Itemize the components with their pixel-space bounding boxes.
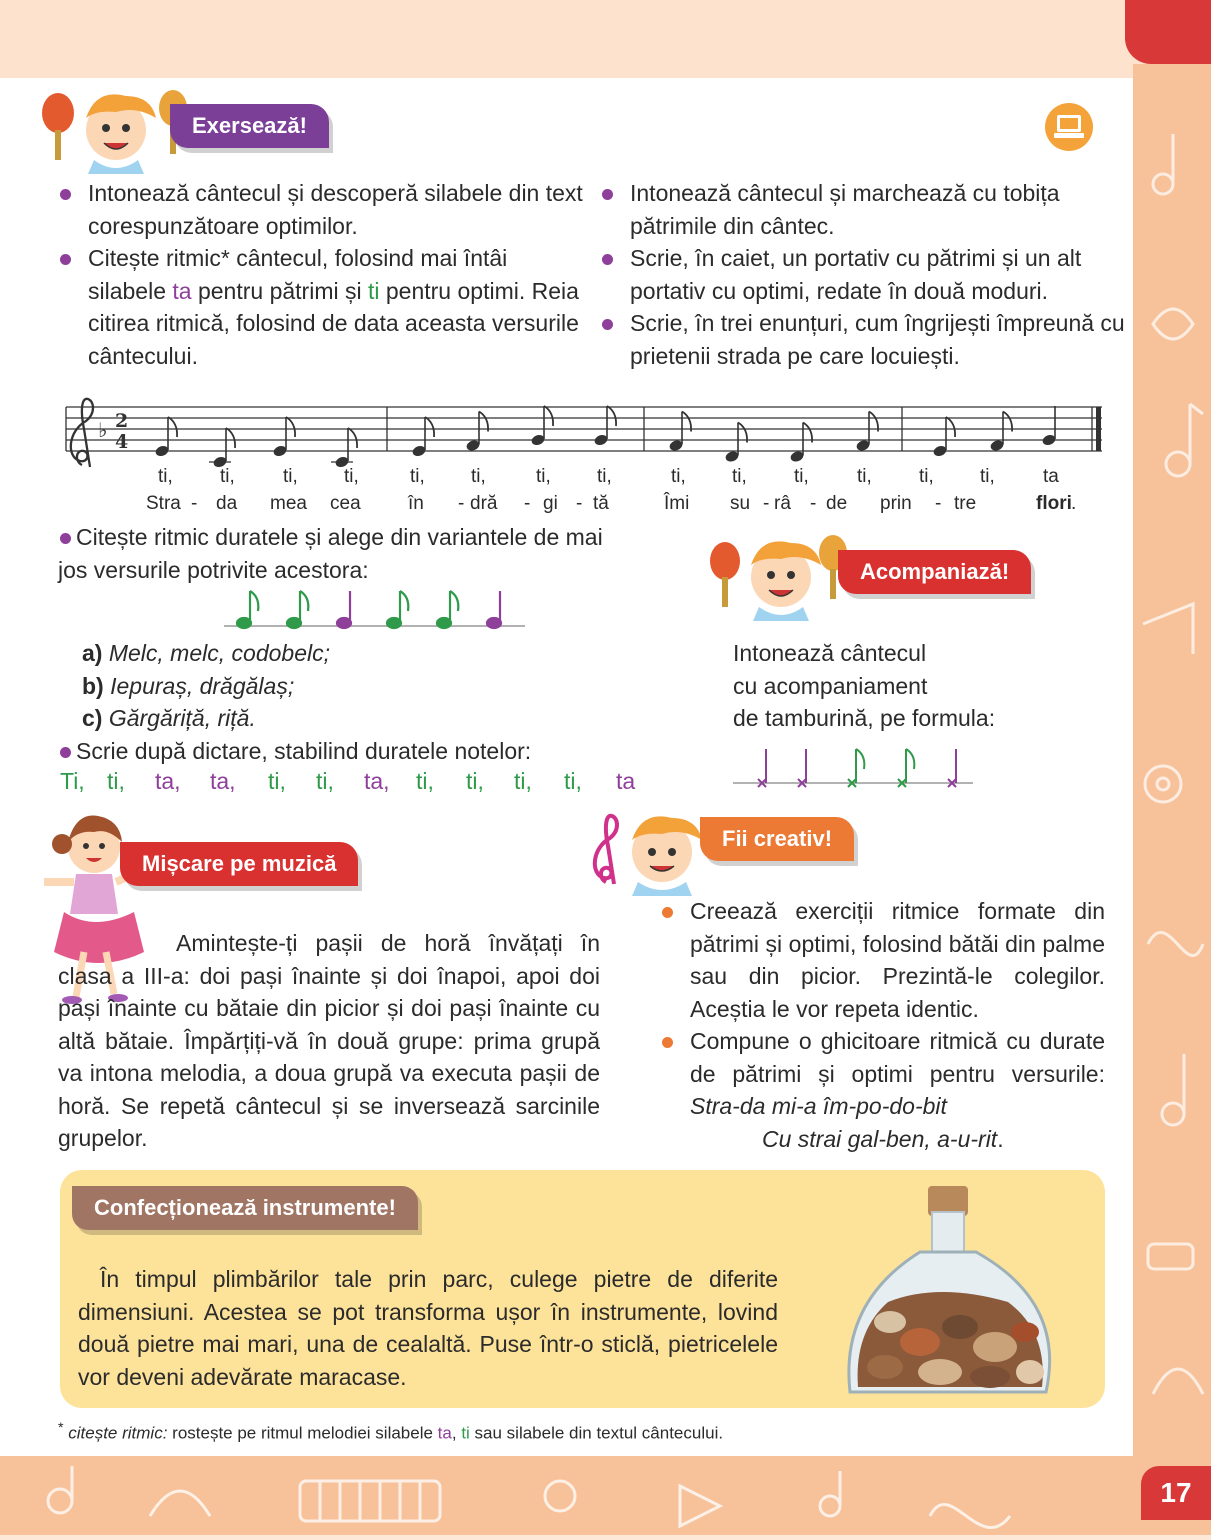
note-flag <box>286 417 295 437</box>
rhythm-syllable: ti, <box>732 466 747 487</box>
dictation-syllable: ta, <box>155 768 181 794</box>
rhythm-syllable: ti, <box>857 466 872 487</box>
footnote: * citește ritmic: rostește pe ritmul melodiei silabele ta, ti sau silabele din textul cântecului. <box>58 1420 724 1443</box>
option-a[interactable]: a) Melc, melc, codobelc; <box>82 640 330 666</box>
ritmic-instruction <box>58 521 678 586</box>
lyric-syllable: râ <box>774 493 791 514</box>
lyric-syllable: dră <box>470 493 498 514</box>
ritmic-instruction-line-1: Citește ritmic duratele și alege din variantele de mai <box>58 521 678 554</box>
corner-tab <box>1125 0 1211 64</box>
rhythm-syllable: ti, <box>980 466 995 487</box>
score-notes <box>154 406 1056 469</box>
lyric-syllable: su <box>730 493 751 514</box>
dictation-syllable: ti, <box>268 768 286 794</box>
creativ-list <box>660 895 1105 1155</box>
rhythm-syllable: ti, <box>794 466 809 487</box>
dictation-syllable: ti, <box>514 768 532 794</box>
lyric-syllable: . <box>1071 493 1077 514</box>
lyric-syllable: tă <box>593 493 609 514</box>
lyric-syllable: da <box>216 493 238 514</box>
lyric-syllable: - <box>935 493 942 514</box>
dictation-instruction: Scrie după dictare, stabilind duratele notelor: <box>58 735 678 768</box>
option-c[interactable]: c) Gărgăriță, riță. <box>82 705 256 731</box>
rhythm-syllable: ti, <box>158 466 173 487</box>
rhythm-syllable: ti, <box>220 466 235 487</box>
computer-icon[interactable] <box>1044 102 1094 152</box>
ritmic-options <box>82 637 330 735</box>
acompaniaza-title: Acompaniază! <box>838 550 1031 594</box>
verse-line-2: Cu strai gal-ben, a-u-rit. <box>762 1125 1004 1152</box>
verse-line-1: Stra-da mi-a îm-po-do-bit <box>690 1093 947 1119</box>
dictation-syllable: ta, <box>364 768 390 794</box>
exerseaza-title: Exersează! <box>170 104 329 148</box>
exerseaza-right-item-2: Scrie, în caiet, un portativ cu pătrimi și un alt portativ cu optimi, redate în două moduri. <box>600 242 1125 307</box>
rhythm-formula-notes <box>222 585 527 635</box>
rhythm-syllable: ti, <box>283 466 298 487</box>
acompaniaza-line-2: cu acompaniament <box>733 672 928 699</box>
rhythm-syllable: ti, <box>344 466 359 487</box>
boy-with-maracas-illustration-2 <box>703 533 853 623</box>
exerseaza-left-item-1: Intonează cântecul și descoperă silabele din text corespunzătoare optimilor. <box>58 177 583 242</box>
option-b[interactable]: b) Iepuraș, drăgălaș; <box>82 672 295 699</box>
lyric-syllable: tre <box>954 493 977 514</box>
exerseaza-left-item-2: Citește ritmic* cântecul, folosind mai întâi silabele ta pentru pătrimi și ti pentru optimi. Reia citirea ritmică, folosind de data aceasta versurile cântecului. <box>58 242 583 372</box>
instrumente-title: Confecționează instrumente! <box>72 1186 418 1230</box>
lyric-syllable: în <box>408 493 424 514</box>
note-flag <box>348 428 357 448</box>
lyric-syllable: prin <box>880 493 912 514</box>
dictation-syllable: ta, <box>210 768 236 794</box>
dictation-syllable: ti, <box>564 768 582 794</box>
lyric-syllable: Stra <box>146 493 181 514</box>
time-signature-top: 2 <box>115 410 129 432</box>
rhythm-syllable: ti, <box>471 466 486 487</box>
bottle-with-stones-image <box>840 1182 1080 1404</box>
rhythm-syllable: ti, <box>410 466 425 487</box>
svg-text:♭: ♭ <box>98 418 108 442</box>
lyric-syllable: - <box>576 493 583 514</box>
music-score <box>60 385 1110 475</box>
rhythm-syllable: ta <box>1043 466 1059 487</box>
top-band <box>0 0 1211 78</box>
acompaniaza-line-3: de tamburină, pe formula: <box>733 705 996 731</box>
bottom-decor-band <box>0 1456 1133 1535</box>
creativ-item-2: Compune o ghicitoare ritmică cu durate de pătrimi și optimi pentru versurile: Stra-da mi-a îm-po-do-bit <box>660 1025 1105 1123</box>
lyric-syllable: de <box>826 493 848 514</box>
lyric-syllable: - <box>191 493 198 514</box>
time-signature-bottom: 4 <box>115 431 129 453</box>
dictation-syllable: ta <box>616 768 636 794</box>
note-flag <box>168 417 177 437</box>
acompaniaza-line-1: Intonează cântecul <box>733 640 927 666</box>
right-decor-band <box>1133 64 1211 1535</box>
dictation-syllable: Ti, <box>60 768 85 794</box>
dictation-syllable: ti, <box>316 768 334 794</box>
rhythm-syllable: ti, <box>536 466 551 487</box>
rhythm-syllable: ti, <box>597 466 612 487</box>
creativ-item-1: Creează exerciții ritmice formate din pătrimi și optimi, folosind bătăi din palme sau din picior. Prezintă-le colegilor. Aceștia le vor repeta identic. <box>660 895 1105 1025</box>
note-flag <box>946 417 955 437</box>
note-flag <box>226 428 235 448</box>
miscare-text <box>58 927 600 1155</box>
page-number: 17 <box>1141 1466 1211 1520</box>
music-doodles <box>1133 64 1211 1535</box>
dictation-syllable: ti, <box>416 768 434 794</box>
rhythm-syllable: ti, <box>919 466 934 487</box>
exerseaza-right-item-1: Intonează cântecul și marchează cu tobița pătrimile din cântec. <box>600 177 1125 242</box>
boy-with-maracas-illustration <box>38 88 188 176</box>
acompaniaza-text <box>733 637 995 735</box>
lyric-syllable: Îmi <box>664 493 690 514</box>
note-flag <box>425 417 434 437</box>
lyric-syllable: mea <box>270 493 307 514</box>
miscare-title: Mișcare pe muzică <box>120 842 358 886</box>
dictation-syllable: ti, <box>466 768 484 794</box>
bottom-doodles <box>0 1456 1133 1535</box>
instrumente-text: În timpul plimbărilor tale prin parc, culege pietre de diferite dimensiuni. Acestea se pot transforma ușor în instrumente, lovind două pietre mai mari, una de cealaltă. Puse într-o sticlă, pietricelele vor deveni adevărate maracase. <box>78 1266 778 1390</box>
exerseaza-right-item-3: Scrie, în trei enunțuri, cum îngrijești împreună cu prietenii strada pe care locuiești. <box>600 307 1125 372</box>
lyric-syllable: flori <box>1036 493 1072 514</box>
lyric-syllable: gi <box>543 493 558 514</box>
dictation-syllable: ti, <box>107 768 125 794</box>
lyric-syllable: - <box>810 493 817 514</box>
creativ-title: Fii creativ! <box>700 817 854 861</box>
miscare-paragraph: Amintește-ți pașii de horă învățați în clasa a III-a: doi pași înainte și doi înapoi, apoi doi pași înainte cu bătaie din picior și doi pași înainte cu altă bătaie. Împărțiți-vă în două grupe: prima grupă va intona melodia, a doua grupă va executa pașii de horă. Se repetă cântecul și se inversează sarcinile grupelor. <box>58 930 600 1151</box>
lyric-syllable: cea <box>330 493 361 514</box>
ritmic-instruction-line-2: jos versurile potrivite acestora: <box>58 556 369 583</box>
lyric-syllable: - <box>458 493 465 514</box>
lyric-syllable: - <box>524 493 531 514</box>
tambourine-formula <box>733 745 973 793</box>
rhythm-syllable: ti, <box>671 466 686 487</box>
note-flag <box>607 406 616 426</box>
lyric-syllable: - <box>763 493 770 514</box>
note-flag <box>544 406 553 426</box>
